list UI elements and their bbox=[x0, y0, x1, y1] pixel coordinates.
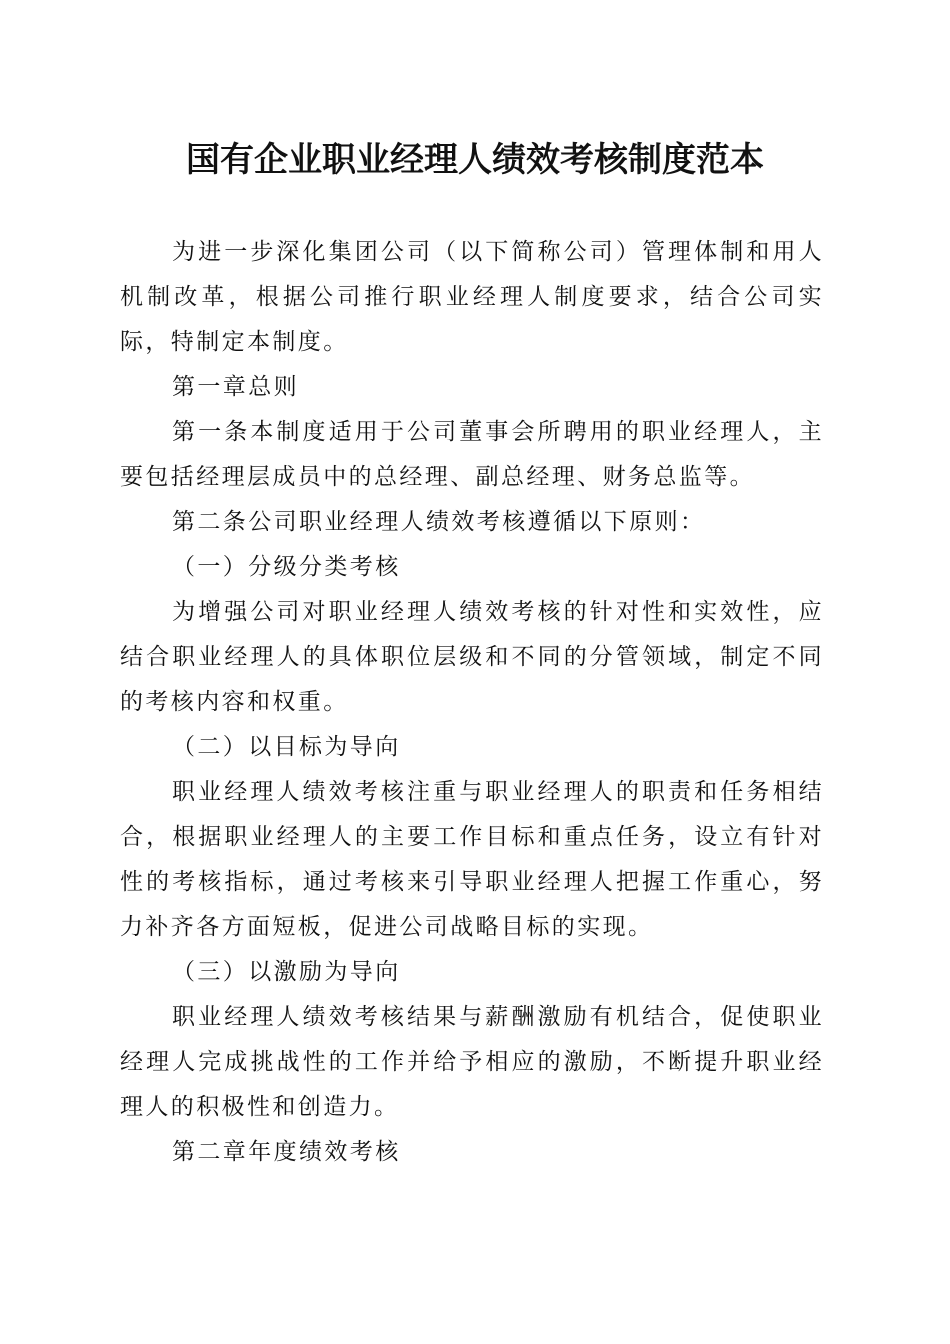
document-title: 国有企业职业经理人绩效考核制度范本 bbox=[186, 140, 764, 180]
chapter-1-heading: 第一章总则 bbox=[172, 374, 299, 400]
principle-1-heading: （一）分级分类考核 bbox=[172, 554, 401, 580]
intro-paragraph: 为进一步深化集团公司（以下简称公司）管理体制和用人机制改革，根据公司推行职业经理人制度要求，结合公司实际，特制定本制度。 bbox=[120, 239, 824, 355]
principle-3-heading: （三）以激励为导向 bbox=[172, 959, 401, 985]
principle-3-paragraph: 职业经理人绩效考核结果与薪酬激励有机结合，促使职业经理人完成挑战性的工作并给予相应的激励，不断提升职业经理人的积极性和创造力。 bbox=[120, 1004, 824, 1120]
principle-2-heading: （二）以目标为导向 bbox=[172, 734, 401, 760]
document-body bbox=[120, 230, 824, 1175]
article-1-paragraph: 第一条本制度适用于公司董事会所聘用的职业经理人，主要包括经理层成员中的总经理、副总经理、财务总监等。 bbox=[120, 419, 824, 490]
principle-2-paragraph: 职业经理人绩效考核注重与职业经理人的职责和任务相结合，根据职业经理人的主要工作目标和重点任务，设立有针对性的考核指标，通过考核来引导职业经理人把握工作重心，努力补齐各方面短板，促进公司战略目标的实现。 bbox=[120, 779, 824, 940]
article-2-paragraph: 第二条公司职业经理人绩效考核遵循以下原则： bbox=[172, 509, 706, 535]
chapter-2-heading: 第二章年度绩效考核 bbox=[172, 1139, 401, 1165]
principle-1-paragraph: 为增强公司对职业经理人绩效考核的针对性和实效性，应结合职业经理人的具体职位层级和不同的分管领域，制定不同的考核内容和权重。 bbox=[120, 599, 824, 715]
